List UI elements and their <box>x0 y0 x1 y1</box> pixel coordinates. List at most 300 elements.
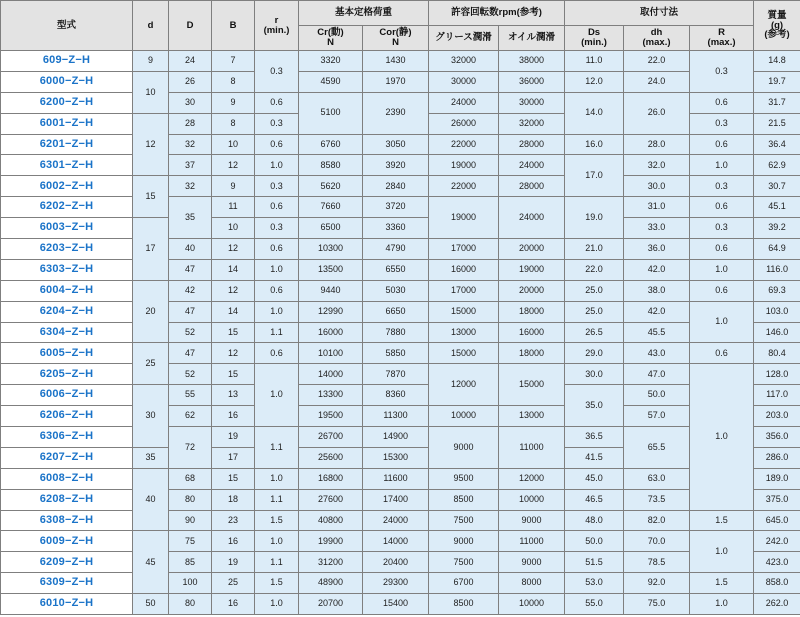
cell-mass: 64.9 <box>754 239 800 260</box>
cell-dh: 50.0 <box>624 385 690 406</box>
cell-mass: 423.0 <box>754 552 800 573</box>
cell-outer-diameter: 80 <box>169 489 212 510</box>
cell-r: 0.3 <box>255 113 299 134</box>
cell-r: 0.3 <box>255 176 299 197</box>
cell-R: 0.3 <box>690 176 754 197</box>
cell-ds: 29.0 <box>565 343 624 364</box>
table-row <box>1 176 800 197</box>
cell-r: 0.6 <box>255 92 299 113</box>
cell-dh: 30.0 <box>624 176 690 197</box>
cell-outer-diameter: 80 <box>169 594 212 615</box>
cell-dh: 38.0 <box>624 280 690 301</box>
cell-grease: 19000 <box>429 155 499 176</box>
cell-r: 1.0 <box>255 531 299 552</box>
cell-oil: 36000 <box>499 71 565 92</box>
header-dh: dh (max.) <box>624 26 690 51</box>
cell-cor: 14000 <box>363 531 429 552</box>
cell-cor: 5850 <box>363 343 429 364</box>
cell-width: 16 <box>212 594 255 615</box>
header-cor: Cor(静) N <box>363 26 429 51</box>
cell-cr: 16800 <box>299 468 363 489</box>
table-row <box>1 489 800 510</box>
cell-d: 50 <box>133 594 169 615</box>
cell-width: 8 <box>212 71 255 92</box>
model-link[interactable]: 6005−Z−H <box>1 343 133 364</box>
header-cr: Cr(動) N <box>299 26 363 51</box>
cell-width: 10 <box>212 218 255 239</box>
model-link[interactable]: 6200−Z−H <box>1 92 133 113</box>
header-d: d <box>133 1 169 51</box>
cell-oil: 18000 <box>499 301 565 322</box>
cell-cor: 11600 <box>363 468 429 489</box>
cell-dh: 70.0 <box>624 531 690 552</box>
model-link[interactable]: 6207−Z−H <box>1 447 133 468</box>
cell-mass: 146.0 <box>754 322 800 343</box>
cell-dh: 36.0 <box>624 239 690 260</box>
cell-dh: 92.0 <box>624 573 690 594</box>
cell-width: 9 <box>212 92 255 113</box>
cell-mass: 116.0 <box>754 259 800 280</box>
cell-mass: 31.7 <box>754 92 800 113</box>
cell-oil: 10000 <box>499 594 565 615</box>
cell-outer-diameter: 28 <box>169 113 212 134</box>
cell-width: 15 <box>212 364 255 385</box>
cell-outer-diameter: 90 <box>169 510 212 531</box>
cell-outer-diameter: 75 <box>169 531 212 552</box>
cell-mass: 356.0 <box>754 427 800 448</box>
table-row <box>1 468 800 489</box>
cell-cr: 10300 <box>299 239 363 260</box>
cell-R: 1.0 <box>690 155 754 176</box>
cell-d: 20 <box>133 280 169 343</box>
cell-ds: 25.0 <box>565 301 624 322</box>
cell-dh: 82.0 <box>624 510 690 531</box>
cell-width: 9 <box>212 176 255 197</box>
table-row <box>1 51 800 72</box>
cell-mass: 30.7 <box>754 176 800 197</box>
cell-oil: 13000 <box>499 406 565 427</box>
cell-cor: 29300 <box>363 573 429 594</box>
cell-r: 1.0 <box>255 155 299 176</box>
model-link[interactable]: 6202−Z−H <box>1 197 133 218</box>
cell-outer-diameter: 62 <box>169 406 212 427</box>
cell-outer-diameter: 32 <box>169 134 212 155</box>
cell-mass: 189.0 <box>754 468 800 489</box>
cell-ds: 30.0 <box>565 364 624 385</box>
cell-grease: 15000 <box>429 301 499 322</box>
table-row <box>1 322 800 343</box>
cell-R: 1.0 <box>690 531 754 573</box>
header-R: R (max.) <box>690 26 754 51</box>
cell-width: 10 <box>212 134 255 155</box>
cell-r: 1.5 <box>255 510 299 531</box>
cell-mass: 242.0 <box>754 531 800 552</box>
model-link[interactable]: 6003−Z−H <box>1 218 133 239</box>
cell-grease: 7500 <box>429 552 499 573</box>
cell-mass: 128.0 <box>754 364 800 385</box>
cell-dh: 75.0 <box>624 594 690 615</box>
cell-R: 0.6 <box>690 239 754 260</box>
cell-width: 15 <box>212 322 255 343</box>
cell-r: 1.1 <box>255 489 299 510</box>
cell-grease: 22000 <box>429 176 499 197</box>
header-mount: 取付寸法 <box>565 1 754 26</box>
cell-cr: 25600 <box>299 447 363 468</box>
cell-R: 0.3 <box>690 218 754 239</box>
cell-mass: 45.1 <box>754 197 800 218</box>
cell-dh: 78.5 <box>624 552 690 573</box>
cell-ds: 36.5 <box>565 427 624 448</box>
cell-grease: 24000 <box>429 92 499 113</box>
cell-outer-diameter: 68 <box>169 468 212 489</box>
cell-width: 25 <box>212 573 255 594</box>
cell-oil: 9000 <box>499 552 565 573</box>
cell-mass: 36.4 <box>754 134 800 155</box>
cell-cor: 24000 <box>363 510 429 531</box>
cell-dh: 73.5 <box>624 489 690 510</box>
cell-width: 11 <box>212 197 255 218</box>
cell-r: 1.5 <box>255 573 299 594</box>
cell-grease: 13000 <box>429 322 499 343</box>
cell-r: 1.1 <box>255 427 299 469</box>
cell-grease: 17000 <box>429 239 499 260</box>
cell-cor: 2840 <box>363 176 429 197</box>
cell-cr: 8580 <box>299 155 363 176</box>
cell-cr: 5100 <box>299 92 363 134</box>
model-link[interactable]: 6309−Z−H <box>1 573 133 594</box>
cell-width: 14 <box>212 301 255 322</box>
cell-cr: 20700 <box>299 594 363 615</box>
cell-mass: 39.2 <box>754 218 800 239</box>
cell-d: 12 <box>133 113 169 176</box>
cell-ds: 11.0 <box>565 51 624 72</box>
cell-cr: 40800 <box>299 510 363 531</box>
cell-width: 18 <box>212 489 255 510</box>
cell-width: 12 <box>212 155 255 176</box>
model-link[interactable]: 6303−Z−H <box>1 259 133 280</box>
cell-dh: 28.0 <box>624 134 690 155</box>
cell-dh: 43.0 <box>624 343 690 364</box>
cell-width: 14 <box>212 259 255 280</box>
cell-d: 15 <box>133 176 169 218</box>
model-link[interactable]: 6206−Z−H <box>1 406 133 427</box>
cell-cor: 1970 <box>363 71 429 92</box>
cell-cr: 19900 <box>299 531 363 552</box>
cell-cr: 3320 <box>299 51 363 72</box>
cell-r: 0.6 <box>255 280 299 301</box>
cell-oil: 32000 <box>499 113 565 134</box>
cell-dh: 65.5 <box>624 427 690 469</box>
cell-ds: 19.0 <box>565 197 624 239</box>
cell-cr: 5620 <box>299 176 363 197</box>
cell-cor: 3720 <box>363 197 429 218</box>
cell-oil: 20000 <box>499 239 565 260</box>
cell-outer-diameter: 100 <box>169 573 212 594</box>
table-row <box>1 364 800 385</box>
cell-r: 1.0 <box>255 259 299 280</box>
cell-oil: 24000 <box>499 155 565 176</box>
cell-outer-diameter: 24 <box>169 51 212 72</box>
cell-mass: 858.0 <box>754 573 800 594</box>
cell-outer-diameter: 42 <box>169 280 212 301</box>
cell-oil: 18000 <box>499 343 565 364</box>
cell-cr: 31200 <box>299 552 363 573</box>
cell-outer-diameter: 85 <box>169 552 212 573</box>
table-row <box>1 510 800 531</box>
cell-cor: 3360 <box>363 218 429 239</box>
cell-ds: 25.0 <box>565 280 624 301</box>
cell-dh: 24.0 <box>624 71 690 92</box>
cell-grease: 7500 <box>429 510 499 531</box>
cell-r: 1.1 <box>255 552 299 573</box>
cell-cr: 48900 <box>299 573 363 594</box>
header-grease: グリース潤滑 <box>429 26 499 51</box>
cell-ds: 16.0 <box>565 134 624 155</box>
table-row <box>1 92 800 113</box>
cell-oil: 38000 <box>499 51 565 72</box>
table-row <box>1 71 800 92</box>
model-link[interactable]: 6306−Z−H <box>1 427 133 448</box>
cell-ds: 41.5 <box>565 447 624 468</box>
cell-grease: 10000 <box>429 406 499 427</box>
cell-r: 0.3 <box>255 218 299 239</box>
table-row <box>1 552 800 573</box>
table-row <box>1 239 800 260</box>
cell-outer-diameter: 30 <box>169 92 212 113</box>
cell-cr: 10100 <box>299 343 363 364</box>
cell-cor: 15300 <box>363 447 429 468</box>
model-link[interactable]: 6209−Z−H <box>1 552 133 573</box>
model-link[interactable]: 6010−Z−H <box>1 594 133 615</box>
header-load-rating: 基本定格荷重 <box>299 1 429 26</box>
cell-mass: 14.8 <box>754 51 800 72</box>
model-link[interactable]: 6208−Z−H <box>1 489 133 510</box>
table-row <box>1 301 800 322</box>
cell-cor: 7870 <box>363 364 429 385</box>
cell-width: 17 <box>212 447 255 468</box>
cell-dh: 31.0 <box>624 197 690 218</box>
cell-cr: 12990 <box>299 301 363 322</box>
cell-cr: 6760 <box>299 134 363 155</box>
model-link[interactable]: 609−Z−H <box>1 51 133 72</box>
cell-cor: 2390 <box>363 92 429 134</box>
cell-grease: 16000 <box>429 259 499 280</box>
cell-R: 0.3 <box>690 51 754 93</box>
cell-R: 1.0 <box>690 301 754 343</box>
model-link[interactable]: 6204−Z−H <box>1 301 133 322</box>
cell-mass: 645.0 <box>754 510 800 531</box>
cell-mass: 21.5 <box>754 113 800 134</box>
model-link[interactable]: 6304−Z−H <box>1 322 133 343</box>
model-link[interactable]: 6308−Z−H <box>1 510 133 531</box>
cell-grease: 17000 <box>429 280 499 301</box>
cell-r: 0.6 <box>255 134 299 155</box>
cell-dh: 45.5 <box>624 322 690 343</box>
cell-width: 23 <box>212 510 255 531</box>
cell-r: 1.1 <box>255 322 299 343</box>
cell-outer-diameter: 37 <box>169 155 212 176</box>
cell-oil: 28000 <box>499 176 565 197</box>
cell-outer-diameter: 35 <box>169 197 212 239</box>
cell-ds: 46.5 <box>565 489 624 510</box>
model-link[interactable]: 6004−Z−H <box>1 280 133 301</box>
table-body <box>1 51 800 615</box>
table-row <box>1 197 800 218</box>
model-link[interactable]: 6205−Z−H <box>1 364 133 385</box>
cell-dh: 57.0 <box>624 406 690 427</box>
cell-cr: 27600 <box>299 489 363 510</box>
cell-cor: 6650 <box>363 301 429 322</box>
cell-width: 16 <box>212 531 255 552</box>
cell-dh: 42.0 <box>624 301 690 322</box>
cell-mass: 375.0 <box>754 489 800 510</box>
header-width: B <box>212 1 255 51</box>
cell-R: 1.5 <box>690 573 754 594</box>
cell-R: 0.6 <box>690 92 754 113</box>
cell-oil: 24000 <box>499 197 565 239</box>
cell-grease: 6700 <box>429 573 499 594</box>
cell-d: 30 <box>133 385 169 448</box>
cell-width: 19 <box>212 427 255 448</box>
cell-width: 19 <box>212 552 255 573</box>
table-row <box>1 218 800 239</box>
model-link[interactable]: 6008−Z−H <box>1 468 133 489</box>
cell-dh: 33.0 <box>624 218 690 239</box>
header-mass: 質量 (g) (参考) <box>754 1 800 51</box>
cell-width: 16 <box>212 406 255 427</box>
cell-width: 13 <box>212 385 255 406</box>
cell-outer-diameter: 47 <box>169 259 212 280</box>
table-row <box>1 427 800 448</box>
cell-r: 1.0 <box>255 301 299 322</box>
model-link[interactable]: 6009−Z−H <box>1 531 133 552</box>
model-link[interactable]: 6006−Z−H <box>1 385 133 406</box>
cell-cor: 6550 <box>363 259 429 280</box>
model-link[interactable]: 6001−Z−H <box>1 113 133 134</box>
cell-oil: 12000 <box>499 468 565 489</box>
cell-grease: 32000 <box>429 51 499 72</box>
cell-cor: 1430 <box>363 51 429 72</box>
cell-R: 0.3 <box>690 113 754 134</box>
cell-cor: 11300 <box>363 406 429 427</box>
cell-dh: 42.0 <box>624 259 690 280</box>
model-link[interactable]: 6203−Z−H <box>1 239 133 260</box>
model-link[interactable]: 6201−Z−H <box>1 134 133 155</box>
cell-dh: 26.0 <box>624 92 690 134</box>
cell-mass: 286.0 <box>754 447 800 468</box>
cell-width: 12 <box>212 280 255 301</box>
cell-cr: 9440 <box>299 280 363 301</box>
cell-width: 12 <box>212 239 255 260</box>
header-speed: 許容回転数rpm(参考) <box>429 1 565 26</box>
header-r: r (min.) <box>255 1 299 51</box>
cell-grease: 8500 <box>429 489 499 510</box>
table-row <box>1 343 800 364</box>
cell-grease: 15000 <box>429 343 499 364</box>
model-link[interactable]: 6301−Z−H <box>1 155 133 176</box>
cell-mass: 62.9 <box>754 155 800 176</box>
table-row <box>1 594 800 615</box>
cell-cr: 6500 <box>299 218 363 239</box>
cell-cor: 4790 <box>363 239 429 260</box>
cell-ds: 14.0 <box>565 92 624 134</box>
cell-r: 1.0 <box>255 594 299 615</box>
cell-cor: 5030 <box>363 280 429 301</box>
cell-R: 1.0 <box>690 364 754 510</box>
cell-ds: 45.0 <box>565 468 624 489</box>
cell-outer-diameter: 32 <box>169 176 212 197</box>
cell-outer-diameter: 52 <box>169 364 212 385</box>
cell-mass: 117.0 <box>754 385 800 406</box>
table-row <box>1 134 800 155</box>
cell-ds: 53.0 <box>565 573 624 594</box>
cell-grease: 22000 <box>429 134 499 155</box>
cell-ds: 26.5 <box>565 322 624 343</box>
header-model: 型式 <box>1 1 133 51</box>
cell-outer-diameter: 47 <box>169 343 212 364</box>
cell-r: 0.6 <box>255 343 299 364</box>
cell-cr: 13300 <box>299 385 363 406</box>
cell-outer-diameter: 40 <box>169 239 212 260</box>
cell-oil: 9000 <box>499 510 565 531</box>
cell-cor: 15400 <box>363 594 429 615</box>
cell-ds: 50.0 <box>565 531 624 552</box>
cell-outer-diameter: 52 <box>169 322 212 343</box>
cell-cr: 16000 <box>299 322 363 343</box>
table-row <box>1 573 800 594</box>
cell-mass: 80.4 <box>754 343 800 364</box>
cell-mass: 203.0 <box>754 406 800 427</box>
cell-oil: 16000 <box>499 322 565 343</box>
table-row <box>1 259 800 280</box>
cell-width: 8 <box>212 113 255 134</box>
cell-grease: 8500 <box>429 594 499 615</box>
cell-dh: 63.0 <box>624 468 690 489</box>
model-link[interactable]: 6002−Z−H <box>1 176 133 197</box>
cell-cor: 3920 <box>363 155 429 176</box>
cell-cor: 17400 <box>363 489 429 510</box>
cell-r: 0.3 <box>255 51 299 93</box>
cell-cor: 20400 <box>363 552 429 573</box>
cell-R: 1.0 <box>690 594 754 615</box>
cell-grease: 9500 <box>429 468 499 489</box>
cell-cor: 14900 <box>363 427 429 448</box>
cell-R: 0.6 <box>690 343 754 364</box>
cell-grease: 19000 <box>429 197 499 239</box>
cell-oil: 30000 <box>499 92 565 113</box>
table-row <box>1 155 800 176</box>
cell-oil: 8000 <box>499 573 565 594</box>
header-ds: Ds (min.) <box>565 26 624 51</box>
cell-ds: 48.0 <box>565 510 624 531</box>
model-link[interactable]: 6000−Z−H <box>1 71 133 92</box>
cell-R: 0.6 <box>690 280 754 301</box>
cell-r: 0.6 <box>255 197 299 218</box>
cell-d: 45 <box>133 531 169 594</box>
cell-oil: 19000 <box>499 259 565 280</box>
header-row-1 <box>1 1 800 26</box>
cell-width: 15 <box>212 468 255 489</box>
cell-d: 40 <box>133 468 169 531</box>
cell-outer-diameter: 47 <box>169 301 212 322</box>
cell-ds: 12.0 <box>565 71 624 92</box>
cell-R: 1.5 <box>690 510 754 531</box>
cell-ds: 22.0 <box>565 259 624 280</box>
table-row <box>1 385 800 406</box>
header-oil: オイル潤滑 <box>499 26 565 51</box>
cell-mass: 262.0 <box>754 594 800 615</box>
table-row <box>1 406 800 427</box>
